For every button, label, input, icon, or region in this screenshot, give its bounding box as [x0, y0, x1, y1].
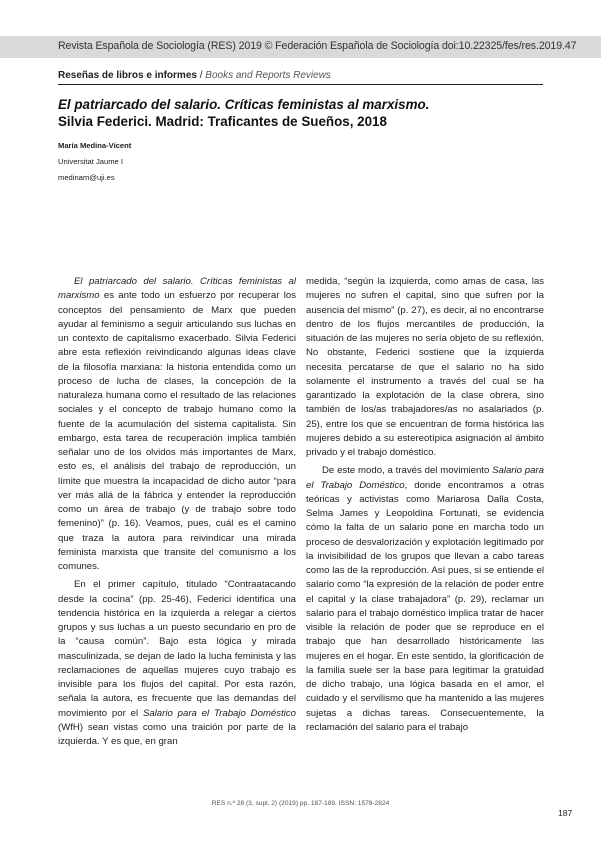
- author-block: [58, 138, 131, 186]
- section-heading: [58, 70, 331, 81]
- book-details: Silvia Federici. Madrid: Traficantes de Sueños, 2018: [58, 114, 387, 129]
- paragraph-text: En el primer capítulo, titulado “Contraatacando desde la cocina” (pp. 25-46), Federici identifica una tendencia histórica en la izquierda a relegar a ciertos grupos y sus luchas a un puesto secundario en pro de la “causa común”. Bajo esta lógica y mirada masculinizada, se dejan de lado la lucha feminista y las reclamaciones de aquellas mujeres cuyo trabajo es invisible para los flujos del capital. Por esta razón, señala la autora, es frecuente que las demandas del movimiento por el: [58, 579, 296, 719]
- paragraph: [58, 275, 296, 574]
- section-rule: [58, 84, 543, 85]
- page-number: 187: [558, 808, 573, 818]
- paragraph: [306, 275, 544, 460]
- journal-citation-header: Revista Española de Sociología (RES) 2019 © Federación Española de Sociología doi:10.22325/fes/res.2019.47: [58, 40, 577, 52]
- author-email: medinam@uji.es: [58, 173, 115, 182]
- italic-movement-name: Salario para el Trabajo Doméstico: [142, 707, 296, 719]
- book-title: El patriarcado del salario. Críticas feministas al marxismo.: [58, 97, 430, 112]
- paragraph: [58, 578, 296, 749]
- section-label-en: Books and Reports Reviews: [205, 70, 331, 81]
- review-title: [58, 96, 558, 130]
- paragraph-text: (WfH) sean vistas como una traición por parte de la izquierda. Y es que, en gran: [58, 721, 296, 747]
- paragraph-text: De este modo, a través del movimiento: [322, 465, 493, 477]
- footer-citation: RES n.º 28 (3, supl. 2) (2019) pp. 187-189. ISSN: 1578-2824: [211, 800, 390, 807]
- author-name: María Medina-Vicent: [58, 141, 132, 150]
- author-affiliation: Universitat Jaume I: [58, 157, 123, 166]
- paragraph-text: medida, “según la izquierda, como amas de casa, las mujeres no sufren el capital, sino que sufren por la ausencia del mismo” (p. 27), es decir, al no encontrarse dentro de los flujos mercantiles de producción, la situación de las mujeres no sería objeto de su reflexión. No obstante, Federici sostiene que la izquierda necesita percatarse de que el salario no ha sido solamente el instrumento a través del cual se ha garantizado la explotación de la clase obrera, sino también de los/as trabajadores/as no asalariados (p. 25), entre los que se encuentran de forma histórica las mujeres debido a su estereotípica asignación al ámbito privado y el trabajo doméstico.: [306, 276, 544, 458]
- body-column-right: [306, 275, 544, 735]
- paragraph-text: es ante todo un esfuerzo por recuperar los conceptos del pensamiento de Marx que pueden ayudar al feminismo a seguir articulando sus luchas en un contexto de capitalismo exacerbado. Silvia Federici abre esta reflexión reivindicando algunas ideas clave de la filosofía marxiana: la historia entendida como un proceso de lucha de clases, la concepción de la naturaleza humana como el resultado de las relaciones sociales y el concepto de trabajo humano como la fuente de la acumulación del sistema capitalista. Sin embargo, esta tarea de recuperación implica también señalar uno de los olvidos más importantes de Marx, esto es, el análisis del trabajo de reproducción, un límite que muestra la incapacidad de dicho autor “para ver más allá de la fábrica y entender la reproducción como un área de trabajo (y de trabajo sobre todo femenino)” (p. 16). Veamos, pues, cuál es el camino que traza la autora para reivindicar una mirada feminista marxista que transite del comunismo a los comunes.: [58, 290, 296, 572]
- italic-book-title: El patriarcado del salario. Críticas feministas al marxismo: [58, 276, 296, 302]
- body-column-left: [58, 275, 296, 749]
- paragraph: [306, 464, 544, 735]
- section-separator: /: [196, 70, 206, 81]
- paragraph-text: , donde encontramos a otras teóricas y activistas como Mariarosa Dalla Costa, Selma James y Leopoldina Fortunati, se evidencia cómo la falta de un salario pone en marcha todo un proceso de desvalorización y explotación legitimado por la invisibilidad de los grupos que llevan a cabo tareas como las de la reproducción. Así pues, si se entiende el salario como “la expresión de la relación de poder entre el capital y la clase trabajadora” (p. 29), reclamar un salario para el trabajo doméstico implica tratar de hacer visible la relación de poder que se reproduce en el trabajo que han desarrollado históricamente las mujeres en el hogar. En este sentido, la glorificación de la familia suele ser la base para legitimar la gratuidad de dicho trabajo, una lógica basada en el amor, el cuidado y el servilismo que ha mantenido a las mujeres sujetas a dichas tareas. Consecuentemente, la reclamación del salario para el trabajo: [306, 479, 544, 733]
- section-label: Reseñas de libros e informes: [58, 70, 197, 81]
- italic-movement-name: Salario para el Trabajo Doméstico: [306, 465, 544, 491]
